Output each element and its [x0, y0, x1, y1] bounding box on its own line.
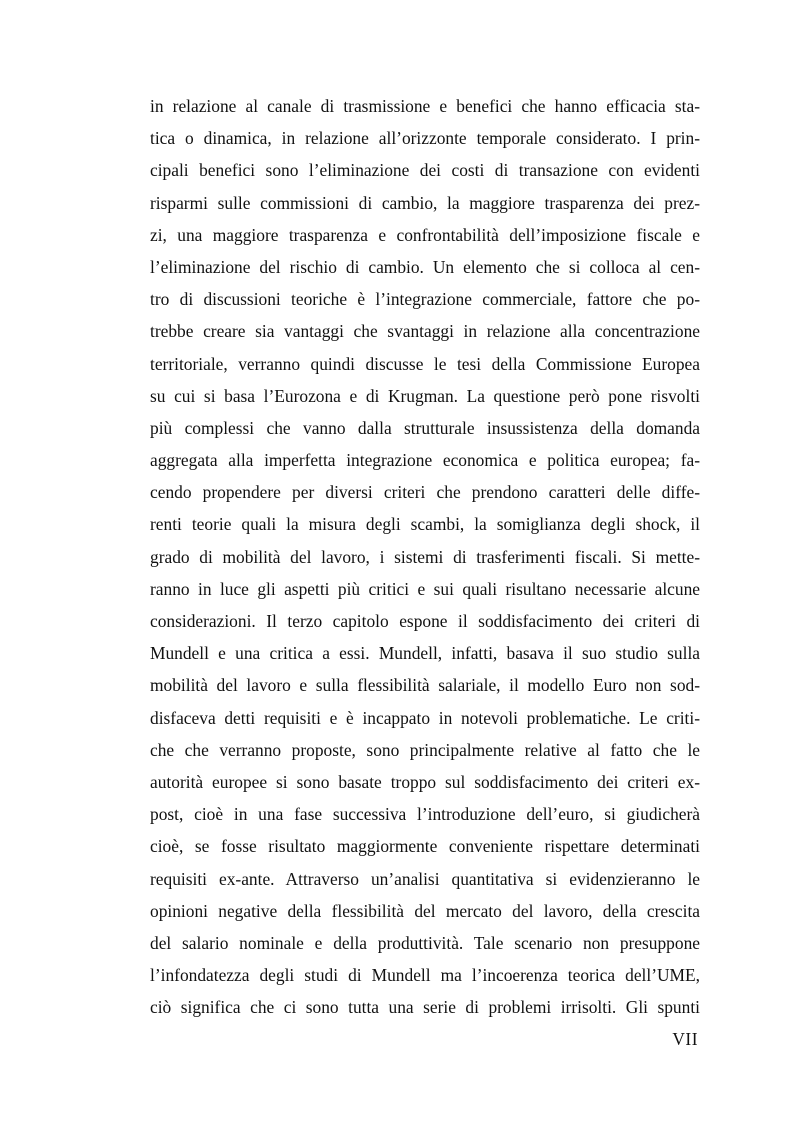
text-line: cipali benefici sono l’eliminazione dei costi di transazione con evidenti: [150, 160, 700, 181]
text-line: post, cioè in una fase successiva l’introduzione dell’euro, si giudicherà: [150, 804, 700, 825]
text-line: in relazione al canale di trasmissione e benefici che hanno efficacia sta-: [150, 96, 700, 116]
text-line: l’infondatezza degli studi di Mundell ma l’incoerenza teorica dell’UME,: [150, 965, 700, 986]
text-line: renti teorie quali la misura degli scambi, la somiglianza degli shock, il: [150, 514, 700, 535]
text-line: cendo propendere per diversi criteri che prendono caratteri delle diffe-: [150, 482, 700, 503]
text-line: trebbe creare sia vantaggi che svantaggi in relazione alla concentrazione: [150, 321, 700, 342]
text-line: disfaceva detti requisiti e è incappato in notevoli problematiche. Le criti-: [150, 707, 700, 728]
text-line: tica o dinamica, in relazione all’orizzonte temporale considerato. I prin-: [150, 128, 700, 149]
text-line: grado di mobilità del lavoro, i sistemi di trasferimenti fiscali. Si mette-: [150, 546, 700, 567]
text-line: autorità europee si sono basate troppo sul soddisfacimento dei criteri ex-: [150, 771, 700, 792]
page-number: VII: [672, 1029, 698, 1049]
text-line: più complessi che vanno dalla strutturale insussistenza della domanda: [150, 417, 700, 438]
text-line: che che verranno proposte, sono principalmente relative al fatto che le: [150, 739, 700, 760]
text-line: tro di discussioni teoriche è l’integrazione commerciale, fattore che po-: [150, 289, 700, 310]
text-line: requisiti ex-ante. Attraverso un’analisi quantitativa si evidenzieranno le: [150, 868, 700, 889]
text-line: ranno in luce gli aspetti più critici e sui quali risultano necessarie alcune: [150, 578, 700, 599]
text-line: su cui si basa l’Eurozona e di Krugman. La questione però pone risvolti: [150, 385, 700, 406]
text-line: l’eliminazione del rischio di cambio. Un elemento che si colloca al cen-: [150, 256, 700, 277]
text-line: cioè, se fosse risultato maggiormente conveniente rispettare determinati: [150, 836, 700, 857]
text-line: considerazioni. Il terzo capitolo espone il soddisfacimento dei criteri di: [150, 611, 700, 631]
body-paragraph: [150, 90, 700, 1023]
text-line: risparmi sulle commissioni di cambio, la maggiore trasparenza dei prez-: [150, 192, 700, 213]
text-line: Mundell e una critica a essi. Mundell, infatti, basava il suo studio sulla: [150, 643, 700, 664]
text-line: mobilità del lavoro e sulla flessibilità salariale, il modello Euro non sod-: [150, 675, 700, 696]
text-line: opinioni negative della flessibilità del mercato del lavoro, della crescita: [150, 900, 700, 921]
text-line: zi, una maggiore trasparenza e confrontabilità dell’imposizione fiscale e: [150, 224, 700, 245]
text-line: aggregata alla imperfetta integrazione economica e politica europea; fa-: [150, 450, 700, 471]
text-line: del salario nominale e della produttività. Tale scenario non presuppone: [150, 932, 700, 953]
text-line: ciò significa che ci sono tutta una serie di problemi irrisolti. Gli spunti: [150, 997, 700, 1018]
text-line: territoriale, verranno quindi discusse le tesi della Commissione Europea: [150, 353, 700, 374]
